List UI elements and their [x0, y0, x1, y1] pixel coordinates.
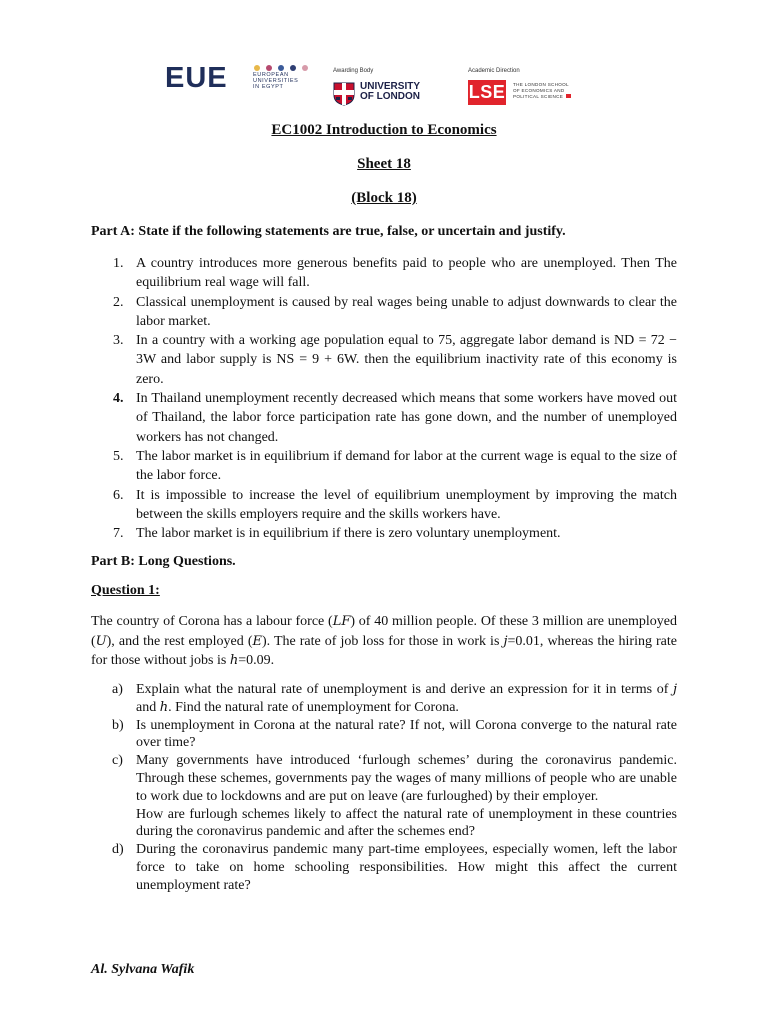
j-symbol: j — [672, 682, 677, 697]
course-title: EC1002 Introduction to Economics — [271, 122, 497, 138]
question-1-intro — [91, 612, 677, 671]
eue-subtitle-line: UNIVERSITIES — [253, 77, 299, 84]
list-item — [108, 331, 677, 389]
subpart-text: and — [136, 699, 160, 715]
subpart-text: Is unemployment in Corona at the natural rate? If not, will Corona converge to the natural rate over time? — [136, 717, 677, 751]
j-symbol: j — [503, 633, 508, 649]
item-number: 3. — [113, 333, 124, 349]
intro-text: ), and the rest employed ( — [106, 633, 253, 649]
subpart-item — [108, 752, 677, 841]
e-symbol: E — [252, 633, 262, 649]
list-item — [108, 254, 677, 293]
intro-text: ) of 40 million people. Of these 3 million are unemployed ( — [91, 614, 677, 649]
eue-subtitle-line: EUROPEAN — [253, 72, 289, 78]
item-number: 5. — [113, 448, 124, 464]
uol-wordmark — [360, 82, 420, 102]
question-1-subparts — [108, 681, 677, 895]
uol-line: UNIVERSITY — [360, 81, 421, 92]
lse-line — [513, 94, 593, 100]
list-item — [108, 389, 677, 447]
block-title: (Block 18) — [351, 190, 417, 206]
subpart-text: During the coronavirus pandemic many part-time employees, especially women, left the labor force to take on home schooling responsibilities. How might this affect the current unemployment rate? — [136, 842, 677, 893]
eue-logo: EUE — [165, 62, 228, 94]
subpart-letter: b) — [112, 717, 124, 733]
list-item — [108, 524, 677, 543]
item-text: In a country with a working age population equal to 75, aggregate labor demand is ND = 72 − 3W and labor supply is NS = 9 + 6W. then the equilibrium inactivity rate of this economy is zero. — [136, 333, 677, 387]
question-1-title: Question 1: — [91, 583, 160, 598]
item-text: In Thailand unemployment recently decreased which means that some workers have moved out of Thailand, the labor force participation rate has gone down, and the number of unemployed workers has not changed. — [136, 391, 677, 445]
item-number: 7. — [113, 526, 124, 542]
subpart-item — [108, 717, 677, 753]
item-number: 6. — [113, 487, 124, 503]
item-text: A country introduces more generous benefits paid to people who are unemployed. Then The equilibrium real wage will fall. — [136, 256, 677, 291]
subpart-item — [108, 681, 677, 717]
uol-crest-icon — [333, 82, 355, 106]
subpart-item — [108, 841, 677, 894]
eue-subtitle — [253, 73, 298, 90]
item-text: It is impossible to increase the level of equilibrium unemployment by improving the match between the skills employers require and the skills workers have. — [136, 487, 677, 522]
item-text: Classical unemployment is caused by real wages being unable to adjust downwards to clear the labor market. — [136, 294, 677, 329]
lse-red-square-icon — [566, 94, 571, 98]
sheet-title: Sheet 18 — [357, 156, 411, 172]
list-item — [108, 293, 677, 332]
h-symbol: h — [229, 653, 239, 668]
eue-subtitle-line: IN EGYPT — [253, 83, 284, 90]
lse-line: THE LONDON SCHOOL — [513, 82, 569, 87]
part-b-heading: Part B: Long Questions. — [91, 554, 236, 569]
item-number: 1. — [113, 256, 124, 271]
lse-logo: LSE — [468, 80, 506, 105]
intro-text: =0.09. — [238, 653, 275, 668]
subpart-letter: a) — [112, 682, 123, 697]
lse-line: OF ECONOMICS AND — [513, 88, 565, 93]
item-number: 2. — [113, 294, 124, 310]
lse-line-text: POLITICAL SCIENCE — [513, 94, 564, 99]
part-a-list — [108, 254, 677, 543]
author-footer: Al. Sylvana Wafik — [91, 962, 195, 977]
subpart-paragraph: How are furlough schemes likely to affect the natural rate of unemployment in these countries during the coronavirus pandemic and after the schemes end? — [136, 806, 677, 840]
logo-header — [165, 58, 595, 108]
subpart-text: Explain what the natural rate of unemployment is and derive an expression for it in terms of — [136, 682, 673, 697]
list-item — [108, 486, 677, 525]
subpart-letter: d) — [112, 842, 124, 858]
subpart-letter: c) — [112, 753, 123, 769]
list-item — [108, 447, 677, 486]
item-text: The labor market is in equilibrium if demand for labor at the current wage is equal to the size of the labor force. — [136, 448, 677, 484]
uol-line: OF LONDON — [360, 91, 420, 102]
item-number: 4. — [113, 391, 124, 407]
item-text: The labor market is in equilibrium if there is zero voluntary unemployment. — [136, 526, 561, 542]
part-a-heading: Part A: State if the following statements are true, false, or uncertain and justify. — [91, 224, 566, 239]
intro-text: =0.01, whereas the hiring rate for those without jobs is — [91, 633, 678, 668]
academic-direction-caption: Academic Direction — [468, 68, 520, 74]
subpart-text: . Find the natural rate of unemployment for Corona. — [168, 699, 459, 715]
intro-text: ). The rate of job loss for those in work is — [261, 633, 504, 649]
lf-symbol: LF — [332, 614, 351, 629]
lse-wordmark — [513, 82, 593, 100]
u-symbol: U — [95, 633, 107, 649]
h-symbol: h — [159, 699, 169, 715]
subpart-paragraph: Many governments have introduced ‘furlough schemes’ during the coronavirus pandemic. Through these schemes, governments pay the wages of many millions of people who are unable to work due to lockdowns and are put on leave (are furloughed) by their employer. — [136, 753, 677, 804]
intro-text: The country of Corona has a labour force ( — [91, 614, 333, 629]
awarding-body-caption: Awarding Body — [333, 68, 374, 74]
